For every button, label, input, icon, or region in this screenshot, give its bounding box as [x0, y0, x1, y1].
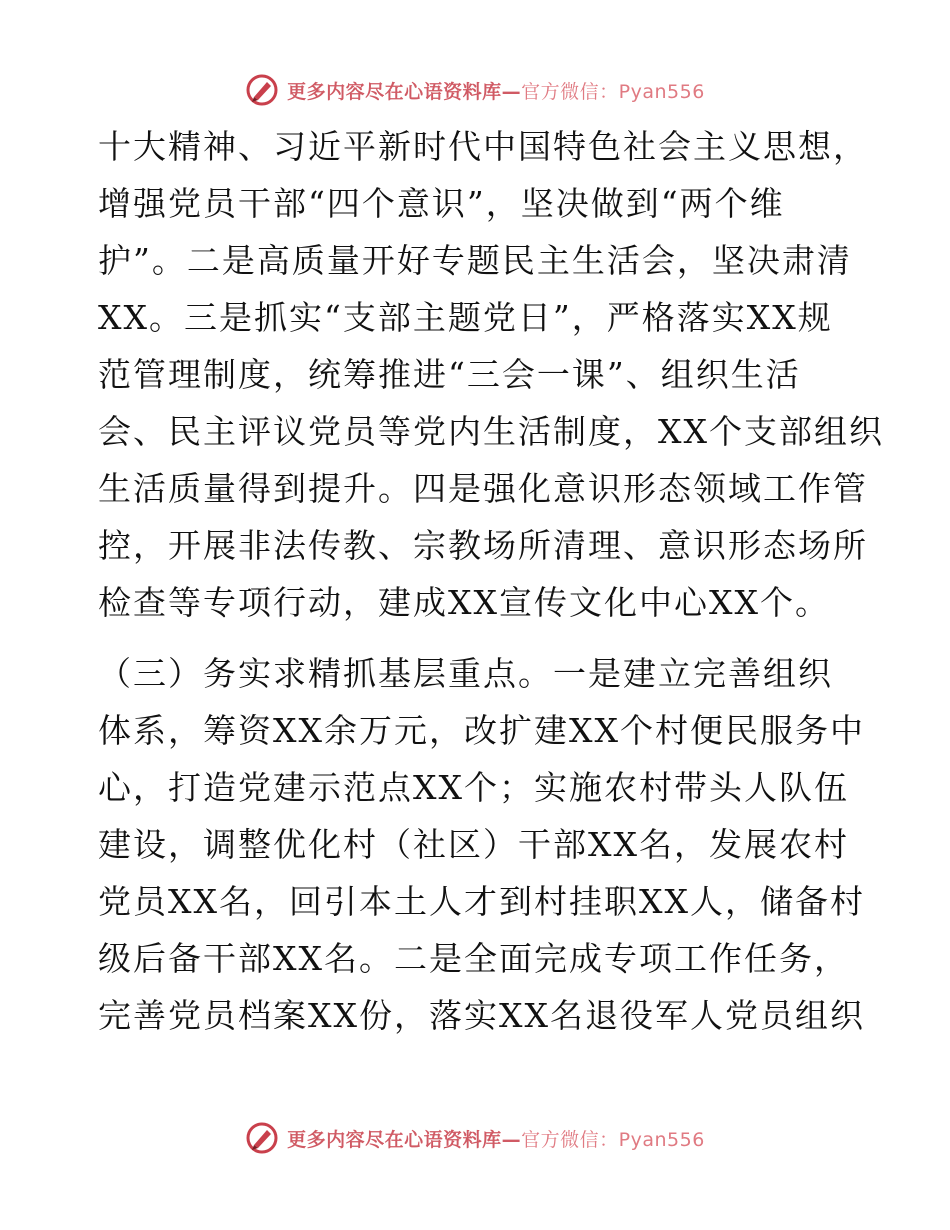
text-line: 十大精神、习近平新时代中国特色社会主义思想， — [98, 127, 868, 166]
text-line: 范管理制度，统筹推进“三会一课”、组织生活 — [98, 355, 801, 394]
text-line: XX。三是抓实“支部主题党日”，严格落实XX规 — [98, 298, 833, 337]
paragraph-2 — [98, 645, 865, 1044]
text-line: 完善党员档案XX份，落实XX名退役军人党员组织 — [98, 996, 865, 1035]
text-line: （三）务实求精抓基层重点。一是建立完善组织 — [98, 654, 833, 693]
text-line: 级后备干部XX名。二是全面完成专项工作任务， — [98, 939, 849, 978]
text-line: 会、民主评议党员等党内生活制度，XX个支部组织 — [98, 412, 884, 451]
text-line: 党员XX名，回引本土人才到村挂职XX人，储备村 — [98, 882, 865, 921]
text-line: 心，打造党建示范点XX个；实施农村带头人队伍 — [98, 768, 849, 807]
watermark-text: 更多内容尽在心语资料库—官方微信：Pyan556 — [287, 80, 705, 103]
text-line: 建设，调整优化村（社区）干部XX名，发展农村 — [98, 825, 849, 864]
pen-logo-icon — [245, 73, 279, 107]
header-watermark — [0, 70, 950, 110]
paragraph-1 — [98, 118, 884, 631]
text-line: 生活质量得到提升。四是强化意识形态领域工作管 — [98, 469, 868, 508]
watermark-text: 更多内容尽在心语资料库—官方微信：Pyan556 — [287, 1128, 705, 1151]
text-line: 增强党员干部“四个意识”，坚决做到“两个维 — [98, 184, 785, 223]
pen-logo-icon — [245, 1121, 279, 1155]
document-body — [98, 118, 884, 1044]
text-line: 体系，筹资XX余万元，改扩建XX个村便民服务中 — [98, 711, 865, 750]
text-line: 控，开展非法传教、宗教场所清理、意识形态场所 — [98, 526, 868, 565]
footer-watermark — [0, 1118, 950, 1158]
text-line: 护”。二是高质量开好专题民主生活会，坚决肃清 — [98, 241, 852, 280]
text-line: 检查等专项行动，建成XX宣传文化中心XX个。 — [98, 583, 830, 622]
